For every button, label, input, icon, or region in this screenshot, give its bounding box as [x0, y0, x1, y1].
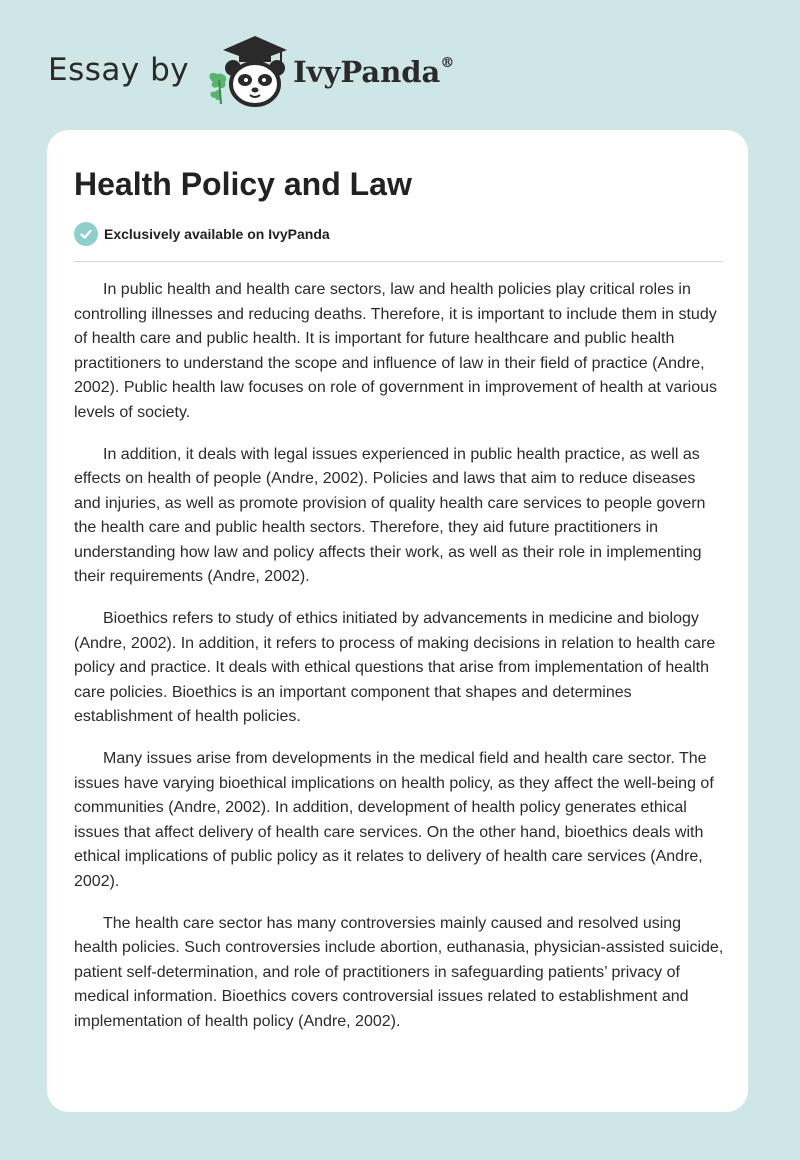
panda-mascot-icon — [203, 30, 287, 110]
exclusive-badge-label: Exclusively available on IvyPanda — [104, 226, 330, 242]
essay-body — [74, 278, 726, 1052]
check-icon — [74, 222, 98, 246]
paragraph: In public health and health care sectors, law and health policies play critical roles in controlling illnesses and reducing deaths. Therefore, it is important to include them in study of health care and public health. It is important for future healthcare and public health practitioners to understand the scope and influence of law in their field of practice (Andre, 2002). Public health law focuses on role of government in improvement of health at various levels of society. — [74, 281, 718, 421]
paragraph: Bioethics refers to study of ethics initiated by advancements in medicine and biology (Andre, 2002). In addition, it refers to process of making decisions in relation to health care policy and practice. It deals with ethical questions that arise from implementation of health care policies. Bioethics is an important component that shapes and determines establishment of health policies. — [74, 610, 716, 725]
title-divider — [74, 261, 723, 262]
essay-card — [47, 130, 748, 1112]
paragraph: The health care sector has many controversies mainly caused and resolved using health policies. Such controversies include abortion, euthanasia, physician-assisted suicide, patient self-determination, and role of practitioners in safeguarding patients’ privacy of medical information. Bioethics covers controversial issues related to establishment and implementation of health policy (Andre, 2002). — [74, 914, 724, 1030]
essay-by-label: Essay by — [48, 52, 190, 88]
ivypanda-logo[interactable] — [203, 30, 454, 110]
essay-title: Health Policy and Law — [74, 166, 412, 202]
exclusive-badge — [74, 222, 330, 246]
brand-name: IvyPanda® — [293, 55, 455, 89]
paragraph: In addition, it deals with legal issues experienced in public health practice, as well as effects on health of people (Andre, 2002). Policies and laws that aim to reduce diseases and injuries, as well as promote provision of quality health care services to people govern the health care and public health sectors. Therefore, they aid future practitioners in understanding how law and policy affects their work, as well as their role in implementing their requirements (Andre, 2002). — [74, 445, 706, 585]
brand-header — [48, 30, 454, 110]
paragraph: Many issues arise from developments in the medical field and health care sector. The issues have varying bioethical implications on health policy, as they affect the well-being of communities (Andre, 2002). In addition, development of health policy generates ethical issues that affect delivery of health care services. On the other hand, bioethics deals with ethical implications of public policy as it relates to delivery of health care services (Andre, 2002). — [74, 750, 714, 890]
registered-mark: ® — [440, 55, 455, 72]
